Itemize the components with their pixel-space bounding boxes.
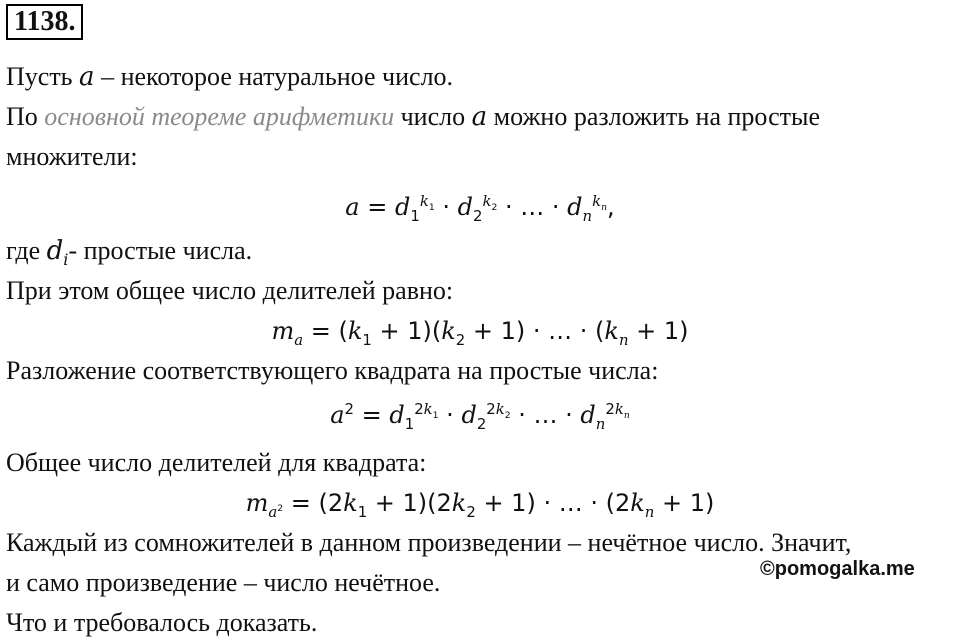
var-a-2: a: [471, 102, 488, 132]
text-line-12: Каждый из сомножителей в данном произведении – нечётное число. Значит,: [6, 528, 852, 557]
line5-suffix: - простые числа.: [68, 236, 253, 265]
text-line-13: и само произведение – число нечётное.: [6, 568, 441, 597]
text-line-1: [6, 62, 453, 92]
formula-square-divisors: $m_{a^2} = (2k_1 + 1)(2k_2 + 1)$ · … · $(2k_n + 1)$: [245, 489, 715, 521]
watermark: ©pomogalka.me: [760, 558, 915, 580]
text-line-5: [6, 236, 253, 270]
text-line-3: множители:: [6, 142, 138, 171]
text-line-8: Разложение соответствующего квадрата на простые числа:: [6, 356, 659, 385]
line2-suffix: можно разложить на простые: [487, 102, 820, 131]
text-line-2: [6, 102, 820, 132]
line2-prefix: По: [6, 102, 45, 131]
text-line-6: При этом общее число делителей равно:: [6, 276, 454, 305]
formula-factorization: $a = d_1^{k_1} \cdot d_2^{k_2}$ · … · $d_n^{k_n}$,: [345, 192, 615, 225]
line1-part2: – некоторое натуральное число.: [94, 62, 454, 91]
text-line-10: Общее число делителей для квадрата:: [6, 448, 427, 477]
var-d: d: [46, 236, 64, 266]
theorem-link[interactable]: основной теореме арифметики: [44, 102, 395, 131]
formula-square-factorization: $a^2 = d_1^{2k_1} \cdot d_2^{2k_2}$ · … · $d_n^{2k_n}$: [330, 400, 630, 433]
var-i: i: [63, 250, 69, 270]
line2-mid: число: [394, 102, 472, 131]
line5-prefix: где: [6, 236, 47, 265]
line1-part1: Пусть: [6, 62, 80, 91]
formula-divisors: $m_a = (k_1 + 1)(k_2 + 1)$ · … · $(k_n + 1)$: [271, 317, 689, 349]
var-a: a: [79, 62, 95, 92]
text-line-14: Что и требовалось доказать.: [6, 608, 318, 637]
problem-number: 1138.: [6, 4, 83, 40]
